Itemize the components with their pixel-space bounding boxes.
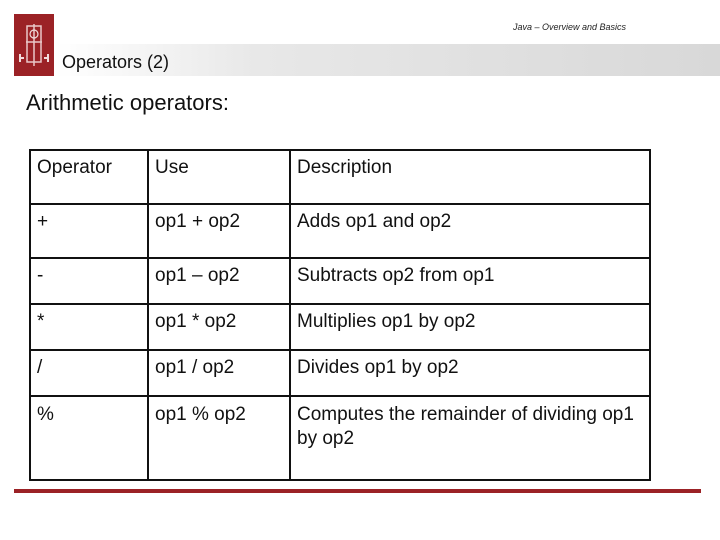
column-header-description: Description <box>290 150 650 204</box>
operator-cell: % <box>30 396 148 480</box>
university-logo <box>14 14 54 76</box>
use-cell: op1 + op2 <box>148 204 290 258</box>
section-heading: Arithmetic operators: <box>26 90 229 115</box>
description-cell: Subtracts op2 from op1 <box>290 258 650 304</box>
footer-divider <box>14 489 701 493</box>
description-cell: Multiplies op1 by op2 <box>290 304 650 350</box>
table-row <box>30 350 650 396</box>
operator-cell: + <box>30 204 148 258</box>
header-subtitle: Java – Overview and Basics <box>512 22 626 32</box>
use-cell: op1 * op2 <box>148 304 290 350</box>
table-row <box>30 204 650 258</box>
table-row <box>30 258 650 304</box>
use-cell: op1 % op2 <box>148 396 290 480</box>
column-header-operator: Operator <box>30 150 148 204</box>
table-row <box>30 304 650 350</box>
logo-emblem-icon <box>14 14 54 76</box>
operator-cell: - <box>30 258 148 304</box>
use-cell: op1 / op2 <box>148 350 290 396</box>
operator-cell: / <box>30 350 148 396</box>
operator-cell: * <box>30 304 148 350</box>
title-bar <box>56 44 720 76</box>
slide-title: Operators (2) <box>62 52 170 72</box>
operators-table <box>29 149 651 481</box>
description-cell: Divides op1 by op2 <box>290 350 650 396</box>
description-cell: Computes the remainder of dividing op1 by op2 <box>290 396 650 480</box>
use-cell: op1 – op2 <box>148 258 290 304</box>
description-cell: Adds op1 and op2 <box>290 204 650 258</box>
table-row <box>30 396 650 480</box>
table-header-row <box>30 150 650 204</box>
column-header-use: Use <box>148 150 290 204</box>
